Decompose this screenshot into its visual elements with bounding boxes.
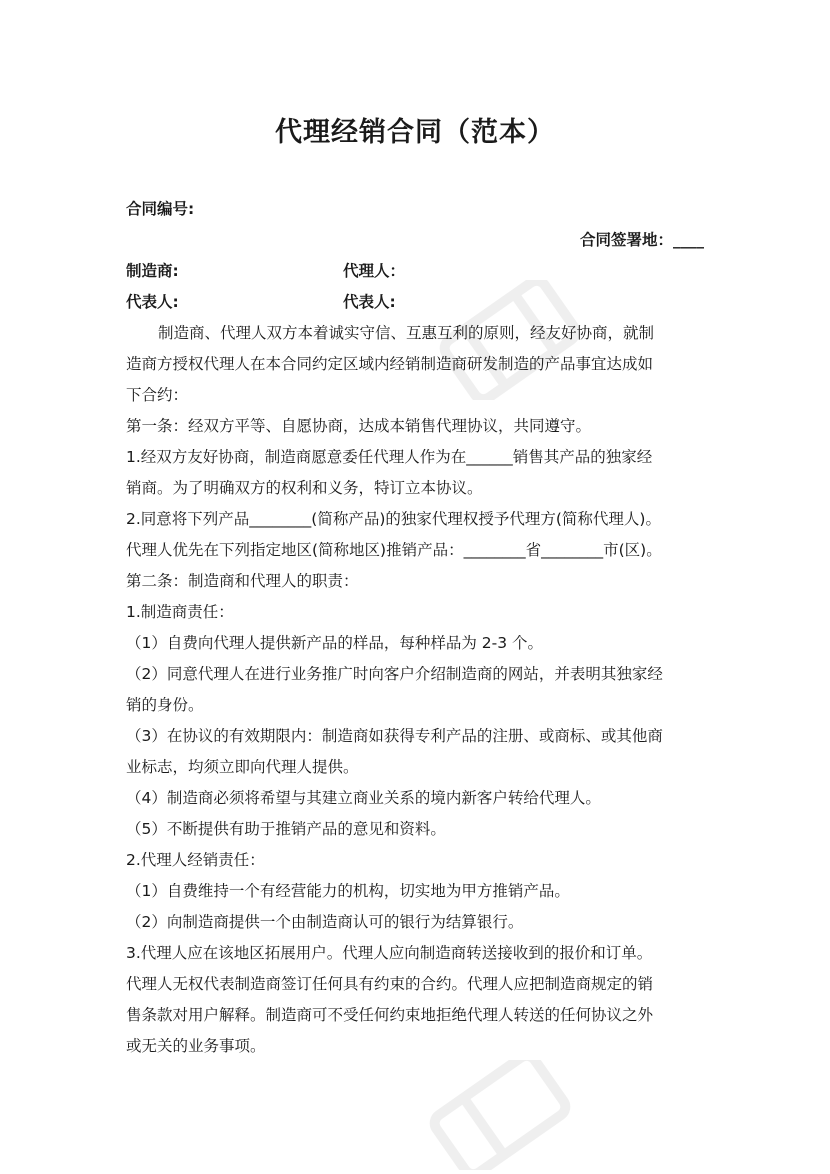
contract-number-label: 合同编号:: [126, 200, 195, 218]
clause-heading: 第一条：经双方平等、自愿协商，达成本销售代理协议，共同遵守。: [126, 417, 592, 435]
body-line: 代理人无权代表制造商签订任何具有约束的合约。代理人应把制造商规定的销: [126, 975, 654, 993]
representative-label-right: 代表人:: [343, 293, 396, 311]
sign-place-label: 合同签署地：____: [579, 231, 704, 249]
list-item: （3）在协议的有效期限内：制造商如获得专利产品的注册、或商标、或其他商: [126, 727, 663, 745]
list-item: （2）向制造商提供一个由制造商认可的银行为结算银行。: [126, 913, 524, 931]
body-line: 3.代理人应在该地区拓展用户。代理人应向制造商转送接收到的报价和订单。: [126, 944, 653, 962]
body-line: 2.同意将下列产品________(简称产品)的独家代理权授予代理方(简称代理人)。: [126, 510, 661, 528]
body-line: 或无关的业务事项。: [126, 1037, 266, 1055]
body-line: 售条款对用户解释。制造商可不受任何约束地拒绝代理人转送的任何协议之外: [126, 1006, 654, 1024]
list-item-continued: 业标志，均须立即向代理人提供。: [126, 758, 359, 776]
section-heading: 1.制造商责任：: [126, 603, 234, 621]
list-item: （2）同意代理人在进行业务推广时向客户介绍制造商的网站，并表明其独家经: [126, 665, 663, 683]
body-line: 造商方授权代理人在本合同约定区域内经销制造商研发制造的产品事宜达成如: [126, 355, 654, 373]
body-line: 代理人优先在下列指定地区(简称地区)推销产品：________省________市(区)。: [126, 541, 662, 559]
list-item-continued: 销的身份。: [126, 696, 204, 714]
body-line: 制造商、代理人双方本着诚实守信、互惠互利的原则，经友好协商，就制: [158, 324, 655, 342]
list-item: （5）不断提供有助于推销产品的意见和资料。: [126, 820, 446, 838]
section-heading: 2.代理人经销责任：: [126, 851, 265, 869]
body-line: 销商。为了明确双方的权利和义务，特订立本协议。: [126, 479, 483, 497]
body-line: 下合约：: [126, 386, 189, 404]
manufacturer-label: 制造商:: [126, 262, 179, 280]
list-item: （4）制造商必须将希望与其建立商业关系的境内新客户转给代理人。: [126, 789, 601, 807]
watermark-icon: [420, 1060, 580, 1170]
agent-label: 代理人：: [343, 262, 406, 280]
body-line: 1.经双方友好协商，制造商愿意委任代理人作为在______销售其产品的独家经: [126, 448, 653, 466]
list-item: （1）自费向代理人提供新产品的样品，每种样品为 2-3 个。: [126, 634, 544, 652]
page-title: 代理经销合同（范本）: [275, 117, 555, 148]
representative-label-left: 代表人:: [126, 293, 179, 311]
clause-heading: 第二条：制造商和代理人的职责：: [126, 572, 359, 590]
list-item: （1）自费维持一个有经营能力的机构，切实地为甲方推销产品。: [126, 882, 570, 900]
